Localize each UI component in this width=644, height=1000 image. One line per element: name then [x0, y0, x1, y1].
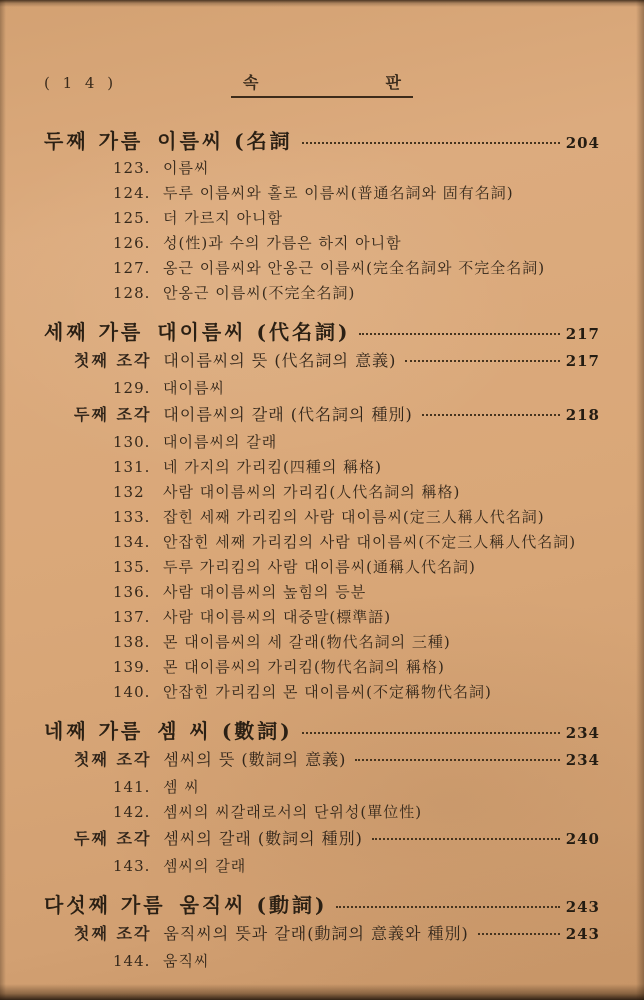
chapter-title: 셈 씨 (數詞) — [157, 719, 293, 743]
toc-item-row — [113, 232, 600, 257]
item-number: 127. — [113, 259, 151, 277]
item-title: 이름씨 — [163, 159, 210, 177]
item-number: 140. — [113, 683, 151, 701]
item-title: 몬 대이름씨의 가리킴(物代名詞의 稱格) — [163, 658, 445, 676]
toc-item-row — [113, 207, 600, 232]
toc-section-row — [74, 826, 600, 855]
toc-item-row — [113, 581, 600, 606]
item-number: 130. — [113, 433, 151, 451]
page-ref: 234 — [565, 751, 600, 769]
item-title: 대이름씨의 갈래 — [163, 433, 278, 451]
chapter-title: 대이름씨 (代名詞) — [157, 320, 351, 344]
toc-list — [0, 100, 644, 975]
running-head-left: 속 — [243, 73, 259, 92]
item-number: 142. — [113, 803, 151, 821]
toc-item-row — [113, 855, 600, 880]
item-title: 안잡힌 가리킴의 몬 대이름씨(不定稱物代名詞) — [163, 683, 492, 701]
toc-chapter-row — [44, 125, 600, 157]
chapter-label: 네째 가름 — [44, 719, 144, 743]
item-number: 133. — [113, 508, 151, 526]
section-label: 두째 조각 — [74, 829, 152, 848]
item-number: 125. — [113, 209, 151, 227]
toc-item-row — [113, 506, 600, 531]
toc-item-row — [113, 681, 600, 706]
item-number: 126. — [113, 234, 151, 252]
toc-section-row — [74, 402, 600, 431]
item-title: 셈씨의 갈래 — [163, 857, 247, 875]
running-head — [231, 70, 413, 98]
item-number: 138. — [113, 633, 151, 651]
dot-leader — [422, 414, 560, 416]
page-ref: 243 — [565, 898, 600, 916]
dot-leader — [302, 142, 560, 144]
item-title: 옹근 이름씨와 안옹근 이름씨(完全名詞와 不完全名詞) — [163, 259, 546, 277]
toc-section-row — [74, 921, 600, 950]
item-title: 두루 가리킴의 사람 대이름씨(通稱人代名詞) — [163, 558, 476, 576]
item-number: 141. — [113, 778, 151, 796]
section-title: 움직씨의 뜻과 갈래(動詞의 意義와 種別) — [163, 924, 469, 943]
page-ref: 218 — [565, 406, 600, 424]
page-header — [0, 0, 644, 100]
toc-item-row — [113, 282, 600, 307]
section-title: 셈씨의 갈래 (數詞의 種別) — [163, 829, 363, 848]
page-ref: 217 — [565, 325, 600, 343]
chapter-title: 이름씨 (名詞 — [157, 129, 293, 153]
item-title: 잡힌 세째 가리킴의 사람 대이름씨(定三人稱人代名詞) — [163, 508, 545, 526]
toc-item-row — [113, 456, 600, 481]
section-title: 대이름씨의 뜻 (代名詞의 意義) — [163, 351, 397, 370]
item-title: 대이름씨 — [163, 379, 225, 397]
toc-item-row — [113, 606, 600, 631]
item-number: 124. — [113, 184, 151, 202]
toc-item-row — [113, 481, 600, 506]
dot-leader — [372, 838, 560, 840]
item-title: 더 가르지 아니함 — [163, 209, 283, 227]
item-number: 136. — [113, 583, 151, 601]
toc-section-row — [74, 747, 600, 776]
item-number: 131. — [113, 458, 151, 476]
item-title: 셈 씨 — [163, 778, 200, 796]
running-head-right: 판 — [385, 73, 401, 92]
toc-item-row — [113, 950, 600, 975]
toc-chapter-row — [44, 715, 600, 747]
item-title: 사람 대이름씨의 대중말(標準語) — [163, 608, 392, 626]
item-number: 132 — [113, 483, 145, 501]
toc-item-row — [113, 431, 600, 456]
scan-edge-bottom — [0, 984, 644, 1000]
page-ref: 204 — [565, 134, 600, 152]
page-ref: 234 — [565, 724, 600, 742]
item-title: 셈씨의 씨갈래로서의 단위성(單位性) — [163, 803, 423, 821]
toc-item-row — [113, 377, 600, 402]
section-label: 첫째 조각 — [74, 924, 152, 943]
toc-item-row — [113, 531, 600, 556]
dot-leader — [359, 333, 559, 335]
chapter-label: 두째 가름 — [44, 129, 144, 153]
section-label: 두째 조각 — [74, 405, 152, 424]
section-label: 첫째 조각 — [74, 351, 152, 370]
toc-item-row — [113, 656, 600, 681]
toc-item-row — [113, 556, 600, 581]
item-title: 네 가지의 가리킴(四種의 稱格) — [163, 458, 382, 476]
toc-item-row — [113, 776, 600, 801]
section-label: 첫째 조각 — [74, 750, 152, 769]
item-title: 안옹근 이름씨(不完全名詞) — [163, 284, 356, 302]
toc-chapter-row — [44, 316, 600, 348]
toc-item-row — [113, 631, 600, 656]
toc-item-row — [113, 182, 600, 207]
page-ref: 243 — [565, 925, 600, 943]
item-title: 움직씨 — [163, 952, 210, 970]
item-number: 129. — [113, 379, 151, 397]
item-number: 144. — [113, 952, 151, 970]
item-title: 두루 이름씨와 홀로 이름씨(普通名詞와 固有名詞) — [163, 184, 514, 202]
toc-chapter-row — [44, 889, 600, 921]
item-number: 143. — [113, 857, 151, 875]
chapter-title: 움직씨 (動詞) — [179, 893, 328, 917]
item-number: 134. — [113, 533, 151, 551]
toc-item-row — [113, 257, 600, 282]
dot-leader — [478, 933, 560, 935]
dot-leader — [405, 360, 559, 362]
item-title: 사람 대이름씨의 높힘의 등분 — [163, 583, 367, 601]
section-title: 대이름씨의 갈래 (代名詞의 種別) — [163, 405, 413, 424]
item-number: 137. — [113, 608, 151, 626]
toc-item-row — [113, 801, 600, 826]
item-number: 123. — [113, 159, 151, 177]
item-number: 139. — [113, 658, 151, 676]
dot-leader — [355, 759, 559, 761]
item-title: 성(性)과 수의 가름은 하지 아니함 — [163, 234, 402, 252]
section-title: 셈씨의 뜻 (數詞의 意義) — [163, 750, 347, 769]
item-title: 몬 대이름씨의 세 갈래(物代名詞의 三種) — [163, 633, 451, 651]
item-number: 128. — [113, 284, 151, 302]
dot-leader — [336, 906, 559, 908]
page-ref: 240 — [565, 830, 600, 848]
item-title: 안잡힌 세째 가리킴의 사람 대이름씨(不定三人稱人代名詞) — [163, 533, 577, 551]
page-number-label: ( 1 4 ) — [44, 74, 118, 92]
item-title: 사람 대이름씨의 가리킴(人代名詞의 稱格) — [163, 483, 461, 501]
chapter-label: 다섯째 가름 — [44, 893, 166, 917]
page-ref: 217 — [565, 352, 600, 370]
dot-leader — [302, 732, 560, 734]
toc-item-row — [113, 157, 600, 182]
item-number: 135. — [113, 558, 151, 576]
toc-section-row — [74, 348, 600, 377]
chapter-label: 세째 가름 — [44, 320, 144, 344]
